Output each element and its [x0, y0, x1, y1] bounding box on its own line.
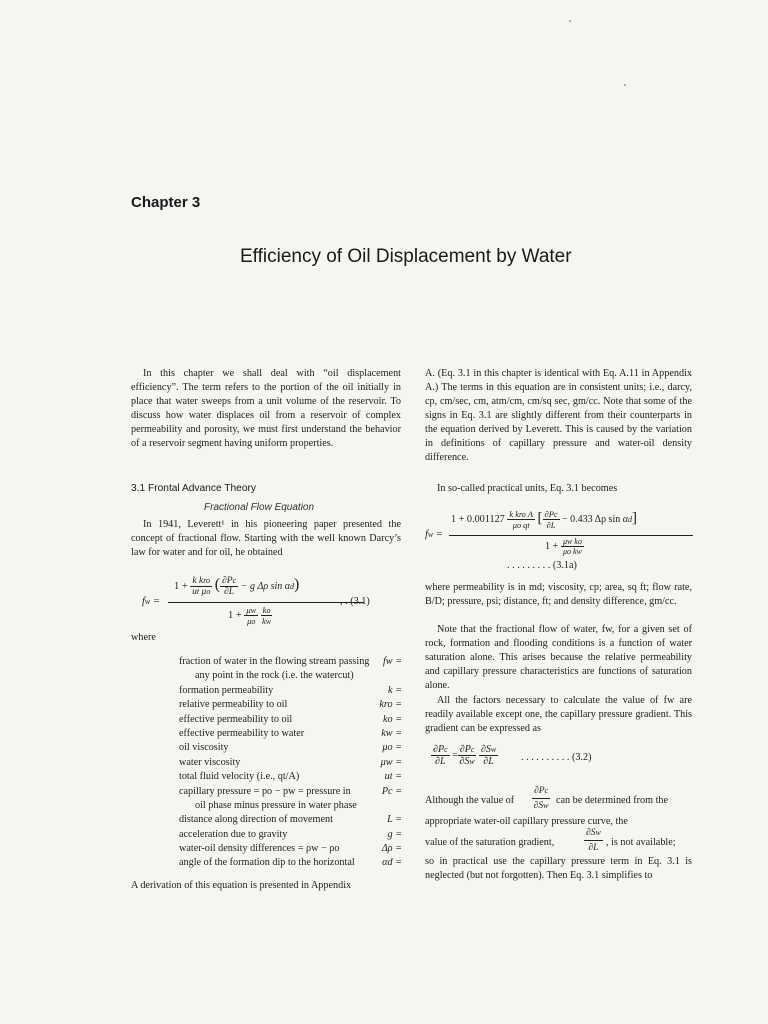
appropriate-line: appropriate water-oil capillary pressure curve, the [425, 816, 628, 827]
derivation-note: A derivation of this equation is presented in Appendix [131, 880, 352, 891]
equation-number: . . . . . . . . . (3.1a) [507, 560, 577, 571]
although-line: Although the value of $\frac{\partial Pc}{\partial Sw}$ can be determined from the [425, 786, 669, 811]
subheading: Fractional Flow Equation [204, 502, 315, 513]
units-paragraph: where permeability is in md; viscosity, cp; area, sq ft; flow rate, B/D; pressure, psi; distance, ft; and density difference, gm/cc. [425, 582, 692, 607]
definition-row: fw = fraction of water in the flowing stream passing [179, 656, 402, 667]
definition-row: αd = angle of the formation dip to the horizontal [179, 857, 402, 869]
definition-row: μw = water viscosity [179, 756, 402, 768]
definition-row: kro = relative permeability to oil [179, 699, 402, 711]
definition-row: μo = oil viscosity [179, 742, 402, 754]
intro-paragraph: In this chapter we shall deal with “oil displacement efficiency”. The term refers to the portion of the oil initially in place that water sweeps from a unit volume of the reservoir. To discuss how water displaces oil from a reservoir of complex permeability and porosity, we must first understand the behavior of a reservoir segment having uniform properties. [131, 368, 401, 449]
definition-row: Δρ = water-oil density differences = ρw − ρo [179, 843, 402, 855]
factors-paragraph: All the factors necessary to calculate the value of fw are readily available except one, the capillary pressure gradient. This gradient can be expressed as [425, 695, 692, 734]
appendix-paragraph: A. (Eq. 3.1 in this chapter is identical with Eq. A.11 in Appendix A.) The terms in this equation are in consistent units; i.e., darcy, cp, cm/sec, cm, atm/cm, cm/sq sec, gm/cc. Note that some of the signs in Eq. 3.1 are slightly different from their counterparts in the equation derived by Leverett. This is caused by the variation in definitions of capillary pressure and water-oil density difference. [425, 368, 692, 463]
definition-row: kw = effective permeability to water [179, 727, 402, 739]
chapter-label: Chapter 3 [131, 194, 201, 211]
equation-3-2: $\frac{\partial Pc}{\partial L}$ = $\frac{\partial Pc}{\partial Sw}$ $\frac{\partial Sw}{\partial L}$ . . . . . . . . . . (3.2) [433, 744, 592, 767]
section-heading: 3.1 Frontal Advance Theory [131, 483, 256, 494]
practical-units-line: In so-called practical units, Eq. 3.1 becomes [437, 483, 618, 494]
where-label: where [131, 632, 156, 643]
definition-row: ut = total fluid velocity (i.e., qt/A) [179, 771, 402, 783]
definition-row: k = formation permeability [179, 684, 402, 696]
definition-row: ko = effective permeability to oil [179, 713, 402, 725]
equation-3-1: fw = 1 + $\frac{\text{k kro}}{\text{ut μo}}$ ( $\frac{\partial Pc}{\partial L}$ − g Δρ sin αd) 1 + $\frac{\mu w}{\mu o}$ $\frac{ko}{kw}$ , . (3.1) [142, 576, 370, 626]
chapter-title: Efficiency of Oil Displacement by Water [240, 246, 572, 267]
equation-3-1a: fw = 1 + 0.001127 $\frac{\text{k kro A}}{\text{μo qt}}$ [ $\frac{\partial Pc}{\partial L}$ − 0.433 Δρ sin αd] 1 + $\frac{\text{μw ko}}{\text{μo kw}}$ . . . . . . . . . (3.1a) [425, 503, 693, 575]
symbol-definitions [116, 655, 402, 871]
definition-row: oil phase minus pressure in water phase [195, 799, 357, 811]
definition-row: g = acceleration due to gravity [179, 828, 402, 840]
fractional-flow-note: Note that the fractional flow of water, fw, for a given set of rock, formation and flooding conditions is a function of water saturation alone. This arises because the relative permeability and capillary pressure characteristics are functions of saturation alone. [425, 624, 692, 691]
saturation-gradient-line: value of the saturation gradient, $\frac{\partial Sw}{\partial L}$ , is not available; [425, 828, 676, 853]
equation-number: . . . . . . . . . . (3.2) [521, 752, 592, 763]
definition-row: Pc = capillary pressure = po − pw = pressure in [179, 785, 402, 797]
history-paragraph: In 1941, Leverett¹ in his pioneering paper presented the concept of fractional flow. Starting with the well known Darcy’s law for water and for oil, he obtained [131, 519, 401, 558]
equation-number: , . (3.1) [340, 596, 370, 607]
scan-speck [569, 20, 571, 22]
definition-row: any point in the rock (i.e. the watercut) [195, 670, 354, 682]
definition-row: L = distance along direction of movement [179, 814, 402, 826]
closing-paragraph: so in practical use the capillary pressure term in Eq. 3.1 is neglected (but not forgotten). Then Eq. 3.1 simplifies to [425, 856, 692, 881]
scan-speck [624, 84, 626, 86]
